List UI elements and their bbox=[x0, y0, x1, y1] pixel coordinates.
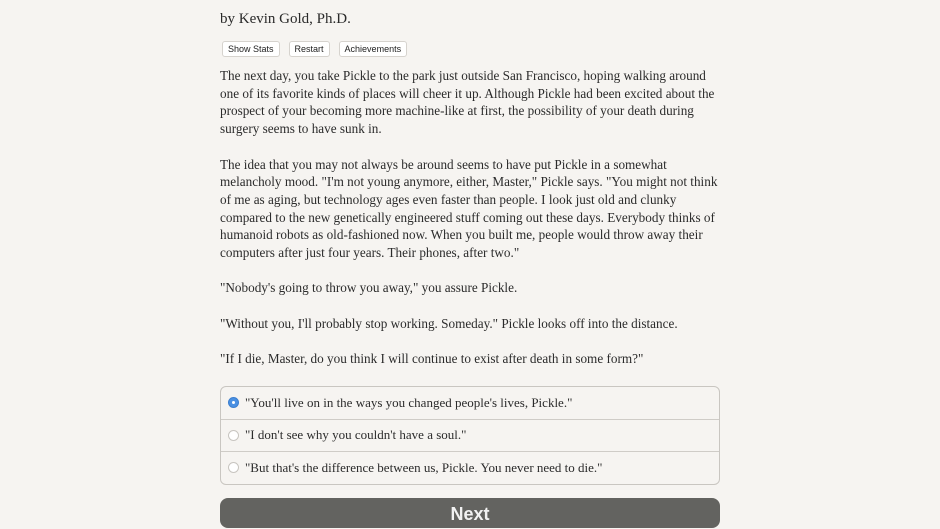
story-text bbox=[220, 67, 720, 386]
story-paragraph: "Nobody's going to throw you away," you assure Pickle. bbox=[220, 280, 518, 296]
radio-unselected-icon[interactable] bbox=[228, 430, 239, 441]
toolbar bbox=[222, 41, 407, 57]
restart-button[interactable]: Restart bbox=[289, 41, 330, 57]
choice-label: "But that's the difference between us, Pickle. You never need to die." bbox=[245, 459, 603, 475]
choice-option-2[interactable] bbox=[221, 419, 719, 452]
author-byline: by Kevin Gold, Ph.D. bbox=[220, 11, 351, 27]
achievements-button[interactable]: Achievements bbox=[339, 41, 408, 57]
story-paragraph: "Without you, I'll probably stop working. Someday." Pickle looks off into the distance. bbox=[220, 315, 678, 331]
radio-unselected-icon[interactable] bbox=[228, 462, 239, 473]
story-paragraph: "If I die, Master, do you think I will continue to exist after death in some form?" bbox=[220, 351, 644, 367]
story-paragraph: The idea that you may not always be around seems to have put Pickle in a somewhat melancholy mood. "I'm not young anymore, either, Master," Pickle says. "You might not think of me as aging, but technology ages even faster than people. I look just old and clunky compared to the new genetically engineered stuff coming out these days. Everybody thinks of humanoid robots as old-fashioned now. When you built me, people would throw away their computers after just four years. Their phones, after two." bbox=[220, 156, 718, 261]
choice-option-3[interactable] bbox=[221, 451, 719, 484]
radio-selected-icon[interactable] bbox=[228, 397, 239, 408]
show-stats-button[interactable]: Show Stats bbox=[222, 41, 280, 57]
choice-label: "You'll live on in the ways you changed people's lives, Pickle." bbox=[245, 394, 573, 410]
next-button[interactable]: Next bbox=[220, 498, 720, 528]
choice-option-1[interactable] bbox=[221, 387, 719, 419]
choice-label: "I don't see why you couldn't have a soul." bbox=[245, 427, 467, 443]
story-paragraph: The next day, you take Pickle to the park just outside San Francisco, hoping walking around one of its favorite kinds of places will cheer it up. Although Pickle had been excited about the prospect of your becoming more machine-like at first, the possibility of your death during surgery seems to have sunk in. bbox=[220, 68, 715, 137]
choice-list bbox=[220, 386, 720, 485]
